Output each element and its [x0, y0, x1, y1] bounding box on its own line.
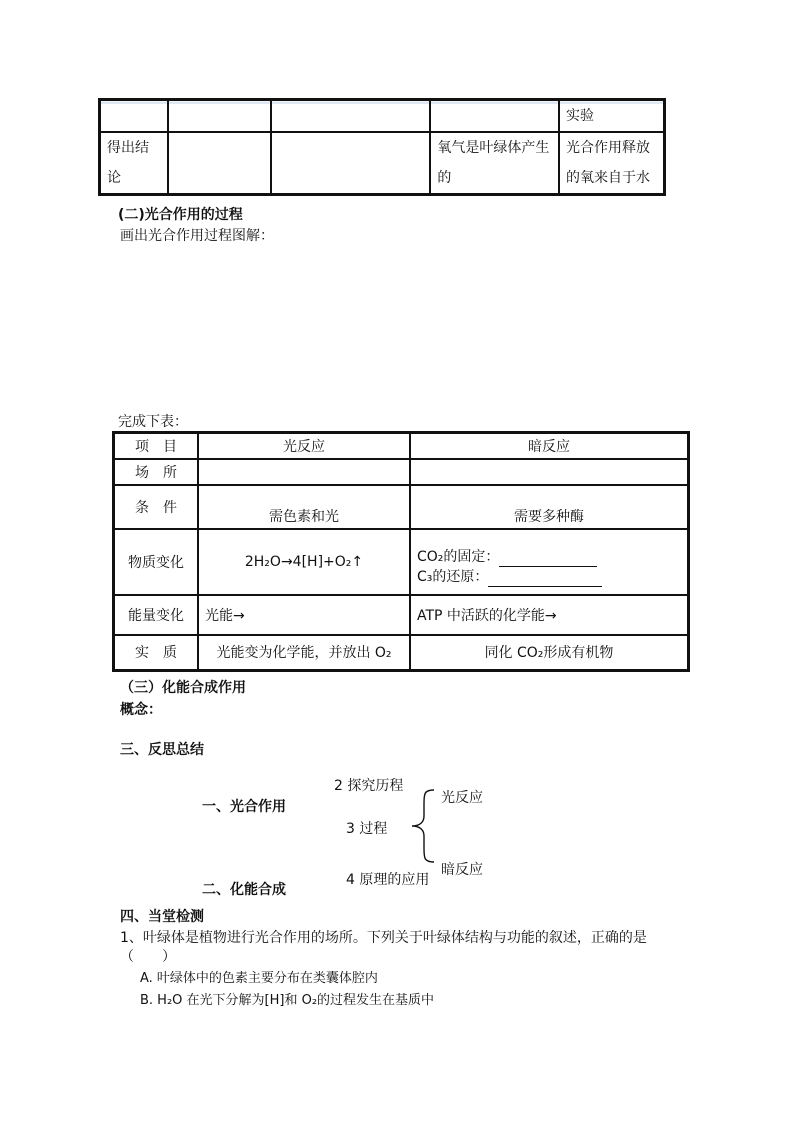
question-1: 1、叶绿体是植物进行光合作用的场所。下列关于叶绿体结构与功能的叙述，正确的是	[120, 930, 647, 946]
dark-condition: 需要多种酶	[410, 485, 689, 529]
header-item: 项 目	[114, 433, 199, 459]
answer-blank	[488, 586, 602, 587]
concept-label: 概念：	[120, 702, 162, 718]
summary-sub-history: 2 探究历程	[334, 778, 404, 794]
table-row	[100, 100, 665, 133]
dark-essence: 同化 CO₂形成有机物	[410, 635, 689, 671]
cell-text: 的	[437, 170, 452, 186]
table-cell	[559, 132, 665, 195]
section-heading: （三）化能合成作用	[120, 680, 246, 696]
curly-brace-icon	[404, 786, 440, 866]
check-heading: 四、当堂检测	[120, 909, 204, 925]
dark-energy-change: ATP 中活跃的化学能→	[410, 595, 689, 635]
light-condition: 需色素和光	[198, 485, 410, 529]
co2-fixation-label: CO₂的固定：	[417, 548, 500, 565]
table-row	[114, 433, 689, 459]
header-light: 光反应	[198, 433, 410, 459]
cell-text: 氧气是叶绿体产生	[437, 140, 550, 156]
table-cell	[198, 459, 410, 485]
complete-table-prompt: 完成下表：	[118, 414, 188, 430]
table-cell	[271, 132, 430, 195]
light-material-change: 2H₂O→4[H]+O₂↑	[198, 529, 410, 595]
table-row	[114, 595, 689, 635]
summary-sub-process: 3 过程	[346, 821, 388, 837]
option-a: A. 叶绿体中的色素主要分布在类囊体腔内	[140, 971, 378, 986]
light-energy-change: 光能→	[198, 595, 410, 635]
row-label: 场 所	[114, 459, 199, 485]
table-cell	[410, 459, 689, 485]
section-heading: (二)光合作用的过程	[118, 207, 243, 223]
dark-material-change	[410, 529, 689, 595]
table-cell	[430, 132, 559, 195]
answer-parentheses: （ ）	[120, 949, 176, 965]
row-label: 实 质	[114, 635, 199, 671]
table-row	[114, 485, 689, 529]
table-row	[114, 529, 689, 595]
header-dark: 暗反应	[410, 433, 689, 459]
summary-item-chemosynthesis: 二、化能合成	[202, 882, 286, 898]
table-cell	[168, 100, 271, 133]
row-label: 物质变化	[114, 529, 199, 595]
c3-reduction-label: C₃的还原：	[417, 568, 489, 585]
cell-text: 光合作用释放	[565, 140, 650, 156]
table-cell	[271, 100, 430, 133]
table-cell	[430, 100, 559, 133]
light-essence: 光能变为化学能，并放出 O₂	[198, 635, 410, 671]
row-label: 条 件	[114, 485, 199, 529]
draw-prompt: 画出光合作用过程图解：	[120, 228, 274, 244]
cell-text: 得出结	[107, 140, 149, 156]
table-row	[100, 132, 665, 195]
table-cell	[100, 100, 169, 133]
cell-text: 的氧来自于水	[565, 170, 650, 186]
reaction-table	[112, 431, 690, 672]
experiment-label: 实验	[565, 108, 594, 124]
summary-light-reaction: 光反应	[441, 790, 483, 806]
summary-dark-reaction: 暗反应	[441, 862, 483, 878]
summary-sub-application: 4 原理的应用	[346, 872, 430, 888]
summary-item-photosynthesis: 一、光合作用	[202, 799, 286, 815]
table-row	[114, 635, 689, 671]
row-label: 能量变化	[114, 595, 199, 635]
conclusion-label	[100, 132, 169, 195]
table-cell	[168, 132, 271, 195]
option-b: B. H₂O 在光下分解为[H]和 O₂的过程发生在基质中	[140, 993, 435, 1008]
table-row	[114, 459, 689, 485]
reflect-heading: 三、反思总结	[120, 742, 204, 758]
cell-text: 论	[107, 170, 121, 186]
table-cell	[559, 100, 665, 133]
experiment-table	[98, 98, 666, 196]
